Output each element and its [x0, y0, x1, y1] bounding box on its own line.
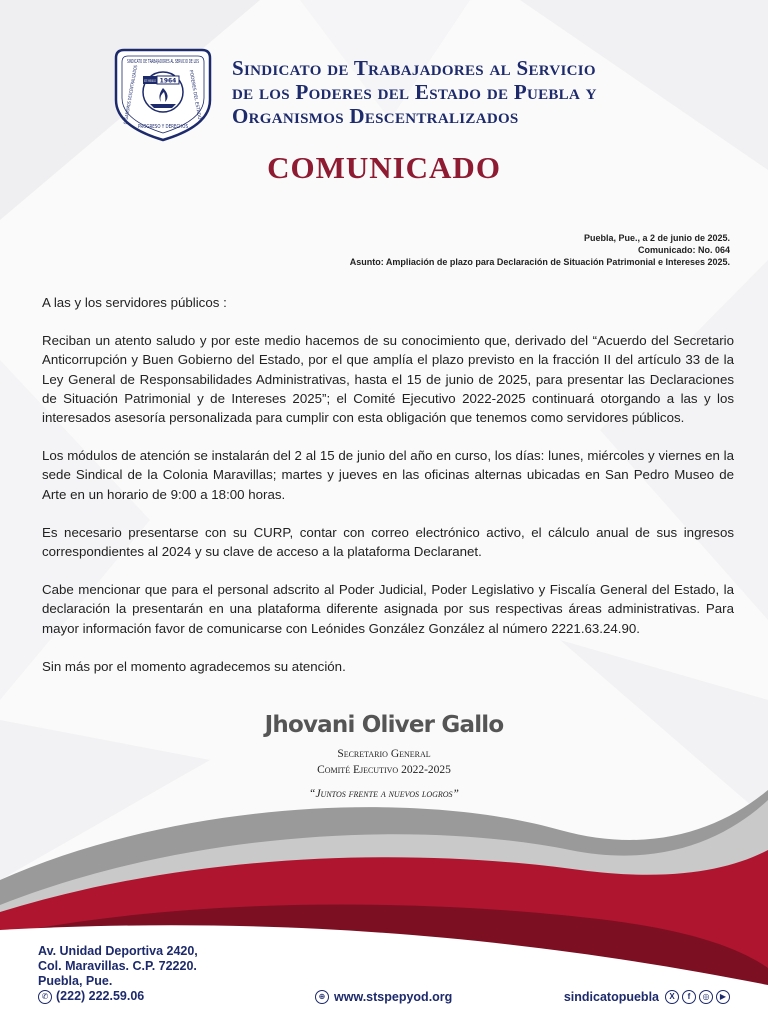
body-paragraph: Cabe mencionar que para el personal adscrito al Poder Judicial, Poder Legislativo y Fiscalía General del Estado, la declaración la presentarán en una plataforma diferente asignada por sus respectivas áreas administrativas. Para mayor información favor de comunicarse con Leónides González González al número 2221.63.24.90. [42, 582, 734, 636]
logo-ring-text-top: SINDICATO DE TRABAJADORES AL SERVICIO DE LOS [127, 59, 199, 65]
organization-name [232, 56, 752, 128]
body-paragraph: Reciban un atento saludo y por este medio hacemos de su conocimiento que, derivado del “Acuerdo del Secretario Anticorrupción y Buen Gobierno del Estado, por el que amplía el plazo previsto en la fracción II del artículo 33 de la Ley General de Responsabilidades Administrativas, hasta el 15 de junio de 2025, para presentar las Declaraciones de Situación Patrimonial y de Intereses 2025”; el Comité Ejecutivo 2022-2025 continuará otorgando a las y los interesados asesoría personalizada para cumplir con esta obligación que tenemos como servidores públicos. [42, 333, 734, 426]
footer-social [564, 990, 730, 1004]
document-number: Comunicado: No. 064 [637, 245, 730, 255]
body-paragraph: Los módulos de atención se instalarán del 2 al 15 de junio del año en curso, los días: lunes, miércoles y viernes en la sede Sindical de la Colonia Maravillas; martes y jueves en las oficinas alternas ubicadas en San Pedro Museo de Arte en un horario de 9:00 a 18:00 horas. [42, 448, 734, 502]
signatory-role: Secretario General [337, 748, 431, 760]
address-line: Col. Maravillas. C.P. 72220. [38, 959, 197, 973]
signatory-name: Jhovani Oliver Gallo [264, 712, 504, 738]
facebook-icon[interactable]: f [682, 990, 696, 1004]
x-icon[interactable]: X [665, 990, 679, 1004]
address-line: Av. Unidad Deportiva 2420, [38, 944, 198, 958]
phone-icon: ✆ [38, 990, 52, 1004]
logo-center-text: STE MEXICO [144, 79, 157, 83]
org-name-line: Sindicato de Trabajadores al Servicio [232, 56, 596, 80]
logo-ring-text-bottom: PROGRESO Y DERECHOS [138, 124, 188, 130]
document-title: COMUNICADO [267, 150, 501, 185]
footer-address [38, 944, 198, 1004]
website-link[interactable]: www.stspepyod.org [334, 990, 453, 1004]
closing: Sin más por el momento agradecemos su atención. [42, 658, 346, 674]
logo-year: 1964 [159, 77, 177, 85]
footer-phone [38, 989, 198, 1004]
phone-number[interactable]: (222) 222.59.06 [56, 989, 145, 1003]
logo-ring-text-left: ORGANISMOS DESCENTRALIZADOS [123, 45, 143, 125]
body-paragraph: Es necesario presentarse con su CURP, contar con correo electrónico activo, el cálculo anual de sus ingresos correspondientes al 2024 y su clave de acceso a la plataforma Declaranet. [42, 524, 734, 560]
document-date: Puebla, Pue., a 2 de junio de 2025. [583, 233, 730, 243]
youtube-icon[interactable]: ▶ [716, 990, 730, 1004]
document-body [42, 293, 734, 695]
org-name-line: Organismos Descentralizados [232, 104, 519, 128]
signatory-committee: Comité Ejecutivo 2022-2025 [317, 764, 451, 776]
logo-ring-text-right: PODERES DEL ESTADO [187, 69, 202, 122]
social-handle: sindicatopuebla [563, 990, 659, 1004]
footer-website [315, 990, 452, 1004]
address-line: Puebla, Pue. [38, 974, 113, 988]
org-name-line: de los Poderes del Estado de Puebla y [232, 80, 597, 104]
document-meta [350, 232, 730, 268]
signature-block [0, 712, 768, 800]
union-shield-logo [110, 40, 216, 144]
document-subject: Asunto: Ampliación de plazo para Declaración de Situación Patrimonial e Intereses 2025. [349, 257, 730, 267]
motto: “Juntos frente a nuevos logros” [309, 788, 459, 800]
globe-icon: ⊕ [315, 990, 329, 1004]
instagram-icon[interactable]: ◎ [699, 990, 713, 1004]
greeting: A las y los servidores públicos : [42, 295, 227, 310]
